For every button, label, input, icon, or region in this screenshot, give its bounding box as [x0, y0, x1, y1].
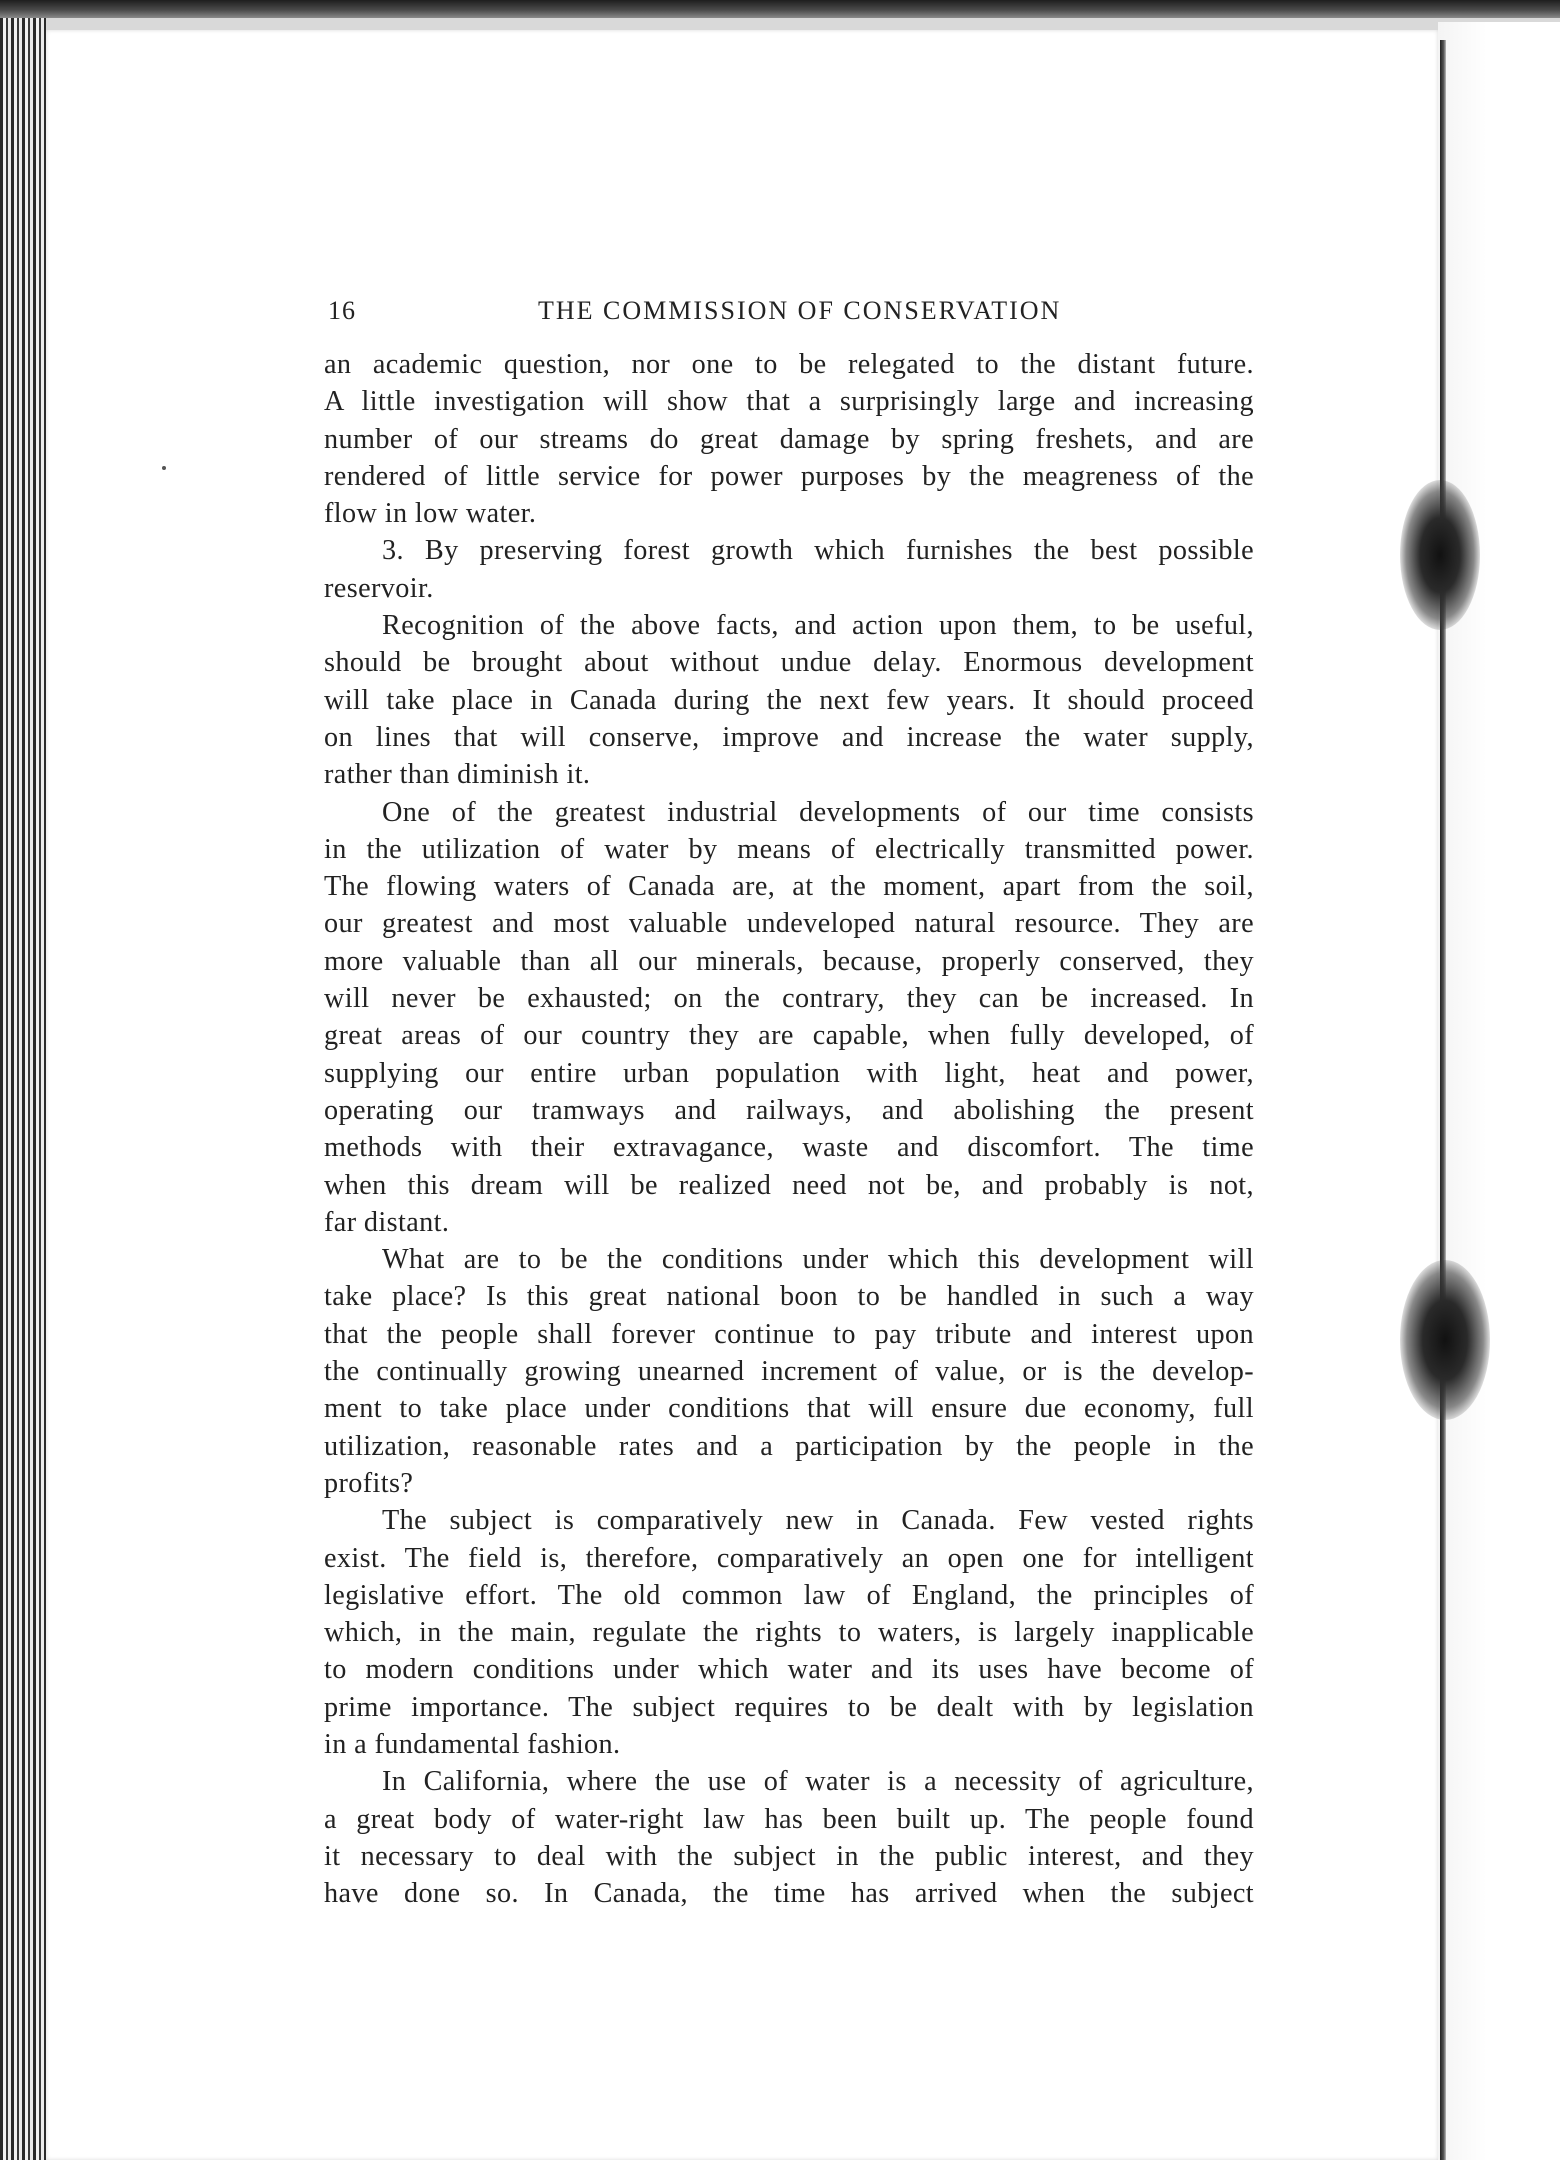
text-line: take place? Is this great national boon to be handled in such a way [324, 1281, 1254, 1313]
text-line: The flowing waters of Canada are, at the moment, apart from the soil, [324, 871, 1254, 903]
text-line: the continually growing unearned increment of value, or is the develop- [324, 1356, 1254, 1388]
text-line: when this dream will be realized need not be, and probably is not, [324, 1169, 1254, 1201]
scan-speck [162, 466, 166, 470]
text-line: far distant. [324, 1206, 450, 1238]
scan-top-edge [0, 0, 1560, 18]
text-line: should be brought about without undue delay. Enormous development [324, 647, 1254, 679]
text-line: methods with their extravagance, waste and discomfort. The time [324, 1132, 1254, 1164]
text-line: operating our tramways and railways, and abolishing the present [324, 1094, 1254, 1126]
text-line: our greatest and most valuable undeveloped natural resource. They are [324, 908, 1254, 940]
text-line: to modern conditions under which water and its uses have become of [324, 1654, 1254, 1686]
gutter-shadow [1438, 22, 1560, 2160]
text-line: One of the greatest industrial developments of our time consists [382, 796, 1254, 828]
text-line: exist. The field is, therefore, comparatively an open one for intelligent [324, 1542, 1254, 1574]
text-line: utilization, reasonable rates and a participation by the people in the [324, 1430, 1254, 1462]
text-line: more valuable than all our minerals, because, properly conserved, they [324, 945, 1254, 977]
text-line: supplying our entire urban population with light, heat and power, [324, 1057, 1254, 1089]
body-text [324, 346, 1254, 1912]
text-line: 3. By preserving forest growth which furnishes the best possible [382, 535, 1254, 567]
text-line: which, in the main, regulate the rights to waters, is largely inapplicable [324, 1617, 1254, 1649]
text-line: it necessary to deal with the subject in the public interest, and they [324, 1840, 1254, 1872]
page-number: 16 [328, 296, 356, 325]
text-line: number of our streams do great damage by spring freshets, and are [324, 423, 1254, 455]
text-line: reservoir. [324, 572, 434, 604]
text-line: on lines that will conserve, improve and increase the water supply, [324, 721, 1254, 753]
page-right-edge [1440, 40, 1446, 2160]
text-line: have done so. In Canada, the time has arrived when the subject [324, 1878, 1254, 1910]
text-line: that the people shall forever continue to pay tribute and interest upon [324, 1318, 1254, 1350]
text-line: rendered of little service for power purposes by the meagreness of the [324, 460, 1254, 492]
running-title: THE COMMISSION OF CONSERVATION [538, 296, 1062, 325]
text-line: an academic question, nor one to be relegated to the distant future. [324, 349, 1254, 380]
text-line: What are to be the conditions under which this development will [382, 1244, 1254, 1276]
text-line: legislative effort. The old common law of England, the principles of [324, 1579, 1254, 1611]
text-line: a great body of water-right law has been built up. The people found [324, 1803, 1254, 1835]
text-line: prime importance. The subject requires to be dealt with by legislation [324, 1691, 1254, 1723]
text-line: will never be exhausted; on the contrary, they can be increased. In [324, 983, 1254, 1015]
text-line: A little investigation will show that a surprisingly large and increasing [324, 386, 1254, 418]
text-line: in a fundamental fashion. [324, 1728, 621, 1760]
text-line: in the utilization of water by means of electrically transmitted power. [324, 833, 1254, 865]
text-line: In California, where the use of water is a necessity of agriculture, [382, 1766, 1254, 1798]
text-line: great areas of our country they are capable, when fully developed, of [324, 1020, 1254, 1052]
text-line: profits? [324, 1467, 414, 1499]
text-line: Recognition of the above facts, and action upon them, to be useful, [382, 610, 1254, 642]
ink-blot-upper [1400, 480, 1480, 630]
running-head [328, 296, 1248, 332]
book-spine-edge [0, 18, 46, 2160]
text-line: ment to take place under conditions that will ensure due economy, full [324, 1393, 1254, 1425]
ink-blot-lower [1400, 1260, 1490, 1420]
text-line: will take place in Canada during the next few years. It should proceed [324, 684, 1254, 716]
text-line: flow in low water. [324, 498, 537, 530]
text-line: The subject is comparatively new in Canada. Few vested rights [382, 1505, 1254, 1537]
text-line: rather than diminish it. [324, 759, 591, 791]
